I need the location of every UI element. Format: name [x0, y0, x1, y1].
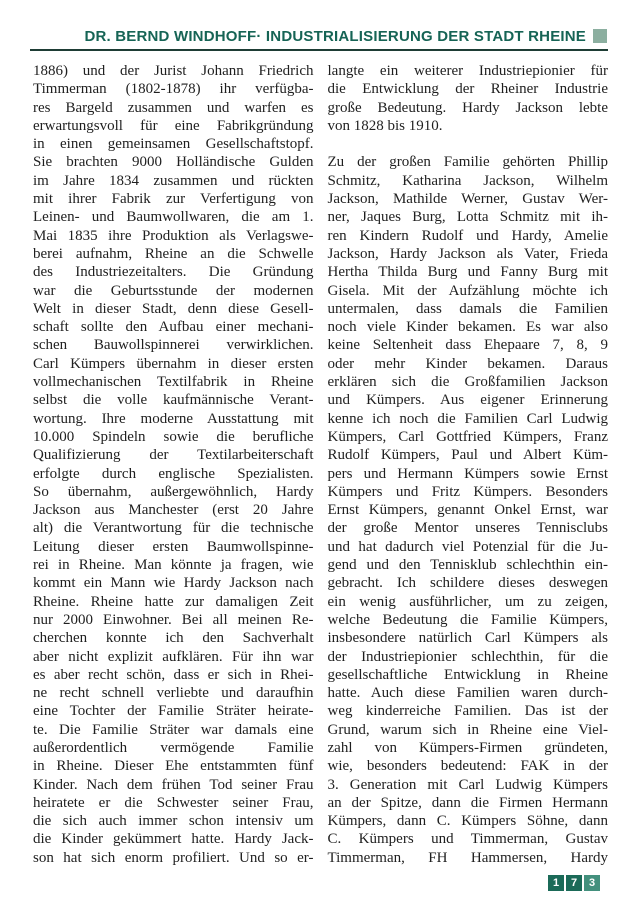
text-line: ein wenig ausführlicher, um zu zeigen,	[327, 593, 608, 610]
text-line: und hat dadurch viel Potenzial für die Ju-	[327, 538, 608, 555]
text-line: Rudolf Kümpers, Paul und Albert Küm-	[327, 447, 608, 464]
text-line: weg kinderreiche Familien. Das ist der	[327, 703, 608, 720]
text-line: noch viele Kinder bekamen. Es war also	[327, 319, 608, 336]
text-line: eine Tochter der Familie Sträter heirate-	[33, 703, 314, 720]
text-line: te. Die Familie Sträter war damals eine	[33, 721, 314, 738]
text-line: oder mehr Kinder bekamen. Daraus	[327, 355, 608, 372]
text-line: erklären sich die Großfamilien Jackson	[327, 374, 608, 391]
text-line: So übernahm, außergewöhnlich, Hardy	[33, 483, 314, 500]
text-line: erfolgte durch englische Spezialisten.	[33, 465, 314, 482]
text-line: Kümpers und Fritz Kümpers. Besonders	[327, 483, 608, 500]
text-line: Carl Kümpers übernahm in dieser ersten	[33, 355, 314, 372]
text-line: ner, Jaques Burg, Lotta Schmitz mit ih-	[327, 209, 608, 226]
column-left	[33, 62, 314, 867]
text-line: die Entwicklung der Rheiner Industrie	[327, 81, 608, 98]
text-line: keine Seltenheit dass Ehepaare 7, 8, 9	[327, 337, 608, 354]
text-line: der große Mentor unseres Tennisclubs	[327, 520, 608, 537]
text-line: Leinen- und Baumwollwaren, die am 1.	[33, 209, 314, 226]
page-header	[30, 27, 607, 45]
text-line: Ernst Kümpers, genannt Onkel Ernst, war	[327, 502, 608, 519]
text-line: schaft sollte den Aufbau einer mechani-	[33, 319, 314, 336]
header-rule	[30, 49, 608, 51]
paragraph	[328, 62, 609, 135]
text-line: Kümpers, dann C. Kümpers Söhne, dann	[327, 813, 608, 830]
text-line: in Rheine. Dieser Ehe entstammten fünf	[33, 758, 314, 775]
text-line: es aber recht schön, dass er sich in Rhei-	[33, 666, 314, 683]
text-line: Hertha Thilda Burg und Fanny Burg mit	[327, 264, 608, 281]
text-line: welche Bedeutung die Familie Kümpers,	[327, 611, 608, 628]
text-line: Grund, warum sich in Rheine eine Viel-	[327, 721, 608, 738]
text-line: Kümpers, Carl Gottfried Kümpers, Franz	[327, 428, 608, 445]
text-line: vollmechanischen Textilfabrik in Rheine	[33, 374, 314, 391]
text-line: kenne ich noch die Familien Carl Ludwig	[327, 410, 608, 427]
text-line: und Kümpers. Aus eigener Erinnerung	[327, 392, 608, 409]
text-line: im Jahre 1834 zusammen und rückten	[33, 172, 314, 189]
text-line: mit ihrer Fabrik zur Verfertigung von	[33, 191, 314, 208]
page-number-digit: 3	[584, 875, 600, 891]
text-line: son hat sich enorm profiliert. Und so er-	[33, 849, 314, 866]
text-line: die Kinder gekümmert hatte. Hardy Jack-	[33, 831, 314, 848]
text-line: große Bedeutung. Hardy Jackson lebte	[327, 99, 608, 116]
body-columns	[33, 62, 608, 867]
text-line: Jackson, Mathilde Werner, Gustav Wer-	[327, 191, 608, 208]
text-line: an der Spitze, dann die Firmen Hermann	[327, 794, 608, 811]
text-line: wortung. Ihre moderne Ausstattung mit	[33, 410, 314, 427]
text-line: gesellschaftliche Entwicklung in Rheine	[327, 666, 608, 683]
text-line: gebracht. Ich schildere dieses deswegen	[327, 575, 608, 592]
text-line: Leitung dieser ersten Baumwollspinne-	[33, 538, 314, 555]
text-line: zahl von Kümpers-Firmen gründeten,	[327, 739, 608, 756]
text-line: außerordentlich vermögende Familie	[33, 739, 314, 756]
text-line: Sie brachten 9000 Holländische Gulden	[33, 154, 314, 171]
text-line: Jackson, Hardy Jackson als Vater, Frieda	[327, 245, 608, 262]
text-line: cherchen konnte ich den Sachverhalt	[33, 630, 314, 647]
text-line: nur 2000 Einwohner. Bei all meinen Re-	[33, 611, 314, 628]
text-line: war die Geburtsstunde der modernen	[33, 282, 314, 299]
text-line: insbesondere natürlich Carl Kümpers als	[327, 630, 608, 647]
text-line: Schmitz, Katharina Jackson, Wilhelm	[327, 172, 608, 189]
page-number-digit: 1	[548, 875, 564, 891]
text-line: Zu der großen Familie gehörten Phillip	[327, 154, 608, 171]
text-line: Timmerman (1802-1878) ihr verfügba-	[33, 81, 314, 98]
page-number-digit: 7	[566, 875, 582, 891]
text-line: gend und den Tennisklub schlechthin ein-	[327, 557, 608, 574]
text-line: aber nicht explizit aufklären. Für ihn war	[33, 648, 314, 665]
text-line: Kinder. Nach dem frühen Tod seiner Frau	[33, 776, 314, 793]
text-line: wie, besonders bedeutend: FAK in der	[327, 758, 608, 775]
text-line: des Industriezeitalters. Die Gründung	[33, 264, 314, 281]
text-line: alt) die Verantwortung für die technische	[33, 520, 314, 537]
text-line: erwartungsvoll für eine Fabrikgründung	[33, 117, 314, 134]
text-line: der Industriepionier schlechthin, für die	[327, 648, 608, 665]
text-line: 10.000 Spindeln sowie die berufliche	[33, 428, 314, 445]
text-line: hatte. Auch diese Familien waren durch-	[327, 685, 608, 702]
text-line: 3. Generation mit Carl Ludwig Kümpers	[327, 776, 608, 793]
text-line: untermalen, dass damals die Familien	[327, 300, 608, 317]
paragraph	[328, 153, 609, 867]
column-right	[328, 62, 609, 867]
paragraph	[33, 62, 314, 867]
text-line: Qualifizierung der Textilarbeiterschaft	[33, 447, 314, 464]
text-line: Timmerman, FH Hammersen, Hardy	[327, 849, 608, 866]
text-line: pers und Hermann Kümpers sowie Ernst	[327, 465, 608, 482]
text-line: in einen gemeinsamen Gesellschaftstopf.	[33, 136, 314, 153]
text-line: Rheine. Rheine hatte zur damaligen Zeit	[33, 593, 314, 610]
text-line: schen Bauwollspinnerei verwirklichen.	[33, 337, 314, 354]
text-line: Jackson aus Manchester (erst 20 Jahre	[33, 502, 314, 519]
text-line: kommt ein Mann wie Hardy Jackson nach	[33, 575, 314, 592]
running-head-title: DR. BERND WINDHOFF· INDUSTRIALISIERUNG DER STADT RHEINE	[84, 27, 586, 45]
text-line: 1886) und der Jurist Johann Friedrich	[33, 63, 314, 79]
text-line: Welt in dieser Stadt, denn diese Gesell-	[33, 300, 314, 317]
text-line: ren Kindern Rudolf und Hardy, Amelie	[327, 227, 608, 244]
header-accent-square-icon	[593, 29, 607, 43]
text-line: res Bargeld zusammen und warfen es	[33, 99, 314, 116]
text-line: heiratete er die Schwester seiner Frau,	[33, 794, 314, 811]
text-line: selbst die volle kaufmännische Verant-	[33, 392, 314, 409]
text-line: die sich auch immer schon intensiv um	[33, 813, 314, 830]
text-line: rei in Rheine. Man könnte ja fragen, wie	[33, 557, 314, 574]
text-line: Mai 1835 ihre Produktion als Verlagswe-	[33, 227, 314, 244]
text-line: Gisela. Mit der Aufzählung möchte ich	[327, 282, 608, 299]
text-line: langte ein weiterer Industriepionier für	[327, 63, 608, 79]
text-line: ne recht schnell verliebte und daraufhin	[33, 685, 314, 702]
text-line: berei aufnahm, Rheine an die Schwelle	[33, 245, 314, 262]
text-line: von 1828 bis 1910.	[327, 117, 443, 134]
page-number	[548, 875, 600, 891]
text-line: C. Kümpers und Timmerman, Gustav	[327, 831, 608, 848]
